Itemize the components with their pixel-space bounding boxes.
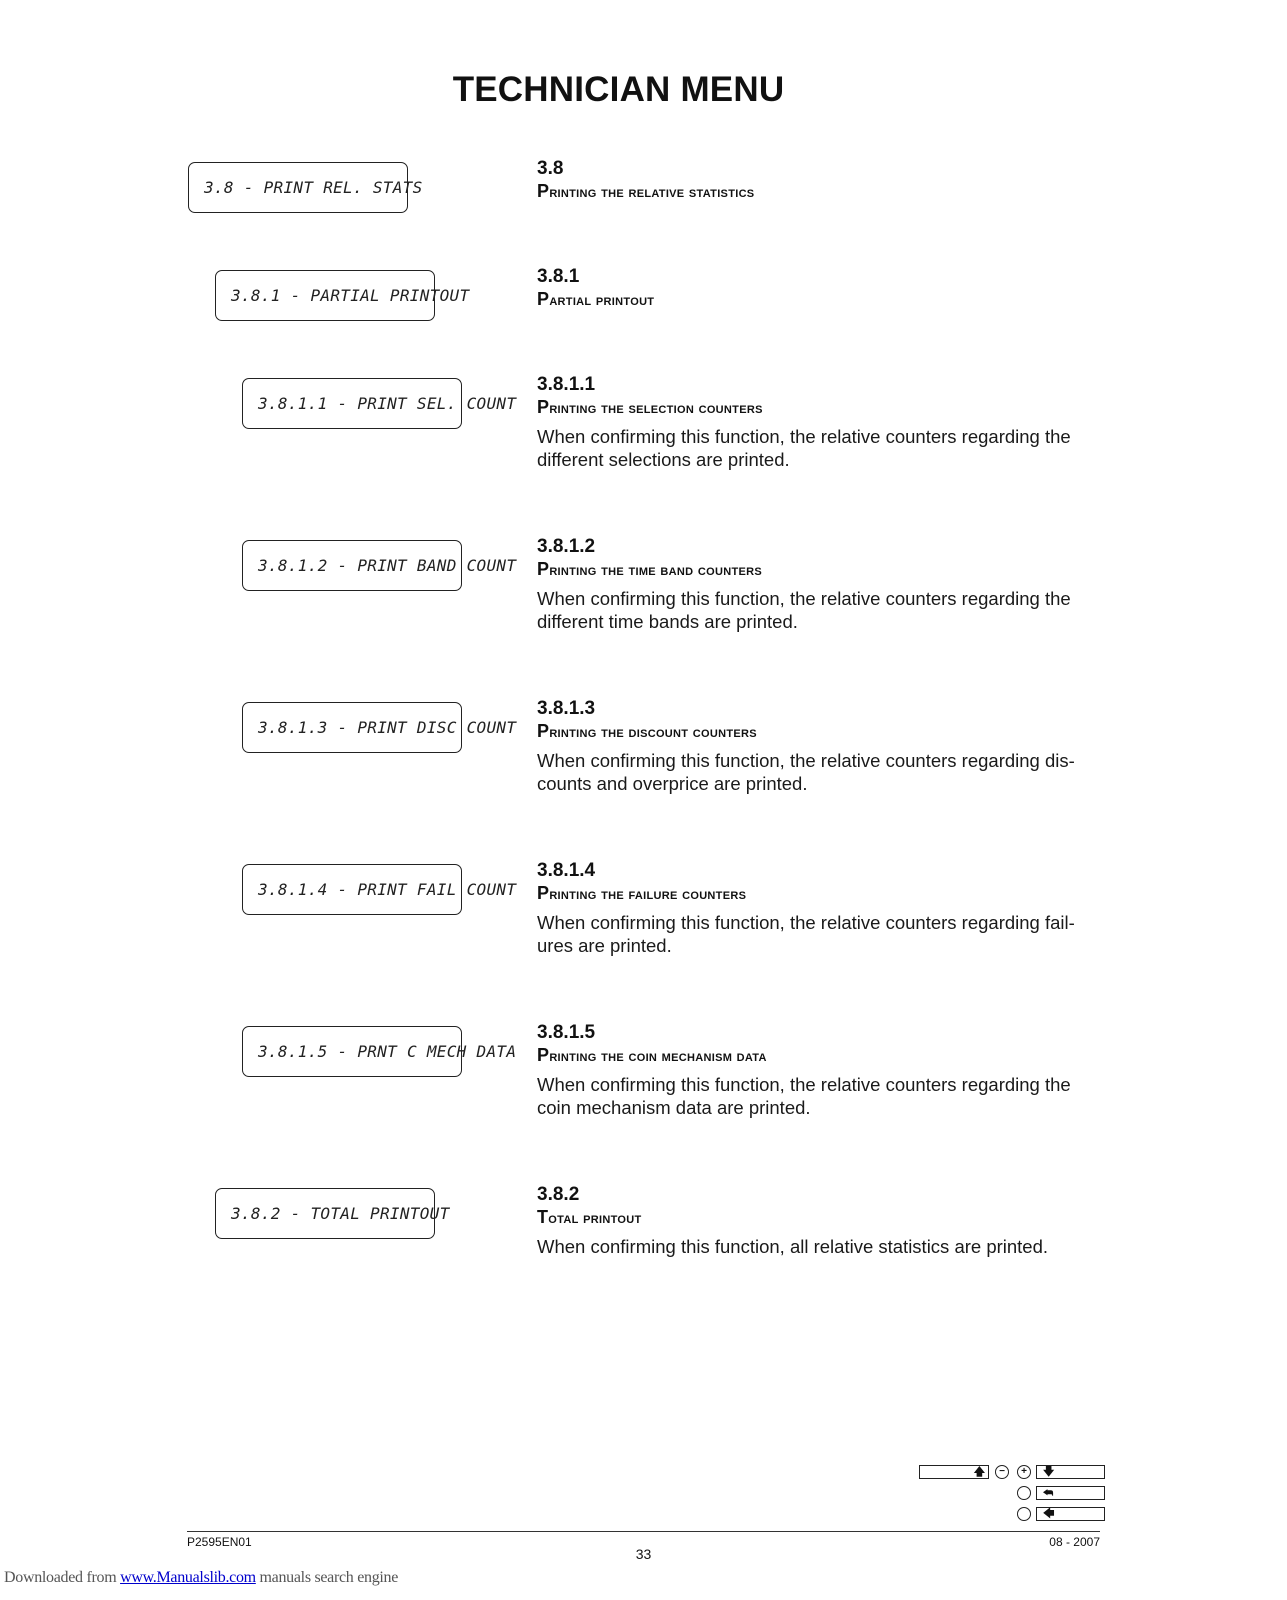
lcd-display-3-8: 3.8 - PRINT REL. STATS xyxy=(188,162,408,213)
section-description: When confirming this function, the relative counters regarding dis-counts and overprice are printed. xyxy=(537,750,1075,794)
lcd-display-3-8-1-5: 3.8.1.5 - PRNT C MECH DATA xyxy=(242,1026,462,1077)
section-number: 3.8 xyxy=(537,158,564,179)
back-key-box xyxy=(1036,1507,1105,1521)
up-key-box xyxy=(919,1465,989,1479)
plus-circle-icon: + xyxy=(1017,1465,1031,1479)
section-3-8 xyxy=(537,158,1097,203)
download-banner xyxy=(4,1569,398,1587)
section-number: 3.8.1 xyxy=(537,266,580,287)
section-description: When confirming this function, the relative counters regarding the different selections are printed. xyxy=(537,426,1071,470)
lcd-display-3-8-1: 3.8.1 - PARTIAL PRINTOUT xyxy=(215,270,435,321)
lcd-display-3-8-1-2: 3.8.1.2 - PRINT BAND COUNT xyxy=(242,540,462,591)
arrow-down-icon: 🡇 xyxy=(1043,1466,1055,1478)
section-number: 3.8.2 xyxy=(537,1184,580,1205)
section-heading: Printing the failure counters xyxy=(537,883,747,903)
section-number: 3.8.1.3 xyxy=(537,698,596,719)
enter-icon: ⮪ xyxy=(1043,1487,1054,1499)
arrow-up-icon: 🡅 xyxy=(973,1466,985,1478)
section-number: 3.8.1.1 xyxy=(537,374,596,395)
document-code: P2595EN01 xyxy=(187,1535,252,1549)
section-heading: Printing the discount counters xyxy=(537,721,757,741)
section-3-8-2 xyxy=(537,1184,1097,1258)
section-heading: Printing the selection counters xyxy=(537,397,763,417)
section-heading: Partial printout xyxy=(537,289,655,309)
section-heading: Printing the coin mechanism data xyxy=(537,1045,767,1065)
lcd-display-3-8-2: 3.8.2 - TOTAL PRINTOUT xyxy=(215,1188,435,1239)
lcd-display-3-8-1-3: 3.8.1.3 - PRINT DISC COUNT xyxy=(242,702,462,753)
section-3-8-1-2 xyxy=(537,536,1097,633)
enter-key-box xyxy=(1036,1486,1105,1500)
document-date: 08 - 2007 xyxy=(1049,1535,1100,1549)
arrow-left-icon: 🡄 xyxy=(1043,1508,1055,1520)
section-3-8-1-4 xyxy=(537,860,1097,957)
back-circle xyxy=(1017,1507,1031,1521)
section-description: When confirming this function, all relative statistics are printed. xyxy=(537,1236,1049,1257)
enter-circle xyxy=(1017,1486,1031,1500)
section-number: 3.8.1.5 xyxy=(537,1022,596,1043)
manualslib-link[interactable]: www.Manualslib.com xyxy=(120,1569,256,1586)
section-heading: Printing the relative statistics xyxy=(537,181,755,201)
download-prefix: Downloaded from xyxy=(4,1569,121,1586)
page-title: TECHNICIAN MENU xyxy=(452,70,785,109)
footer-divider xyxy=(187,1531,1100,1532)
section-3-8-1 xyxy=(537,266,1097,311)
keypad-legend xyxy=(915,1457,1105,1520)
minus-circle-icon: − xyxy=(995,1465,1009,1479)
down-key-box xyxy=(1036,1465,1105,1479)
section-heading: Total printout xyxy=(537,1207,642,1227)
section-number: 3.8.1.4 xyxy=(537,860,596,881)
section-3-8-1-3 xyxy=(537,698,1097,795)
section-description: When confirming this function, the relative counters regarding the different time bands are printed. xyxy=(537,588,1071,632)
section-3-8-1-5 xyxy=(537,1022,1097,1119)
lcd-display-3-8-1-1: 3.8.1.1 - PRINT SEL. COUNT xyxy=(242,378,462,429)
section-description: When confirming this function, the relative counters regarding the coin mechanism data are printed. xyxy=(537,1074,1071,1118)
download-suffix: manuals search engine xyxy=(255,1569,399,1586)
section-3-8-1-1 xyxy=(537,374,1097,471)
lcd-display-3-8-1-4: 3.8.1.4 - PRINT FAIL COUNT xyxy=(242,864,462,915)
section-heading: Printing the time band counters xyxy=(537,559,762,579)
section-description: When confirming this function, the relative counters regarding fail-ures are printed. xyxy=(537,912,1075,956)
section-number: 3.8.1.2 xyxy=(537,536,596,557)
page-number: 33 xyxy=(635,1546,652,1562)
